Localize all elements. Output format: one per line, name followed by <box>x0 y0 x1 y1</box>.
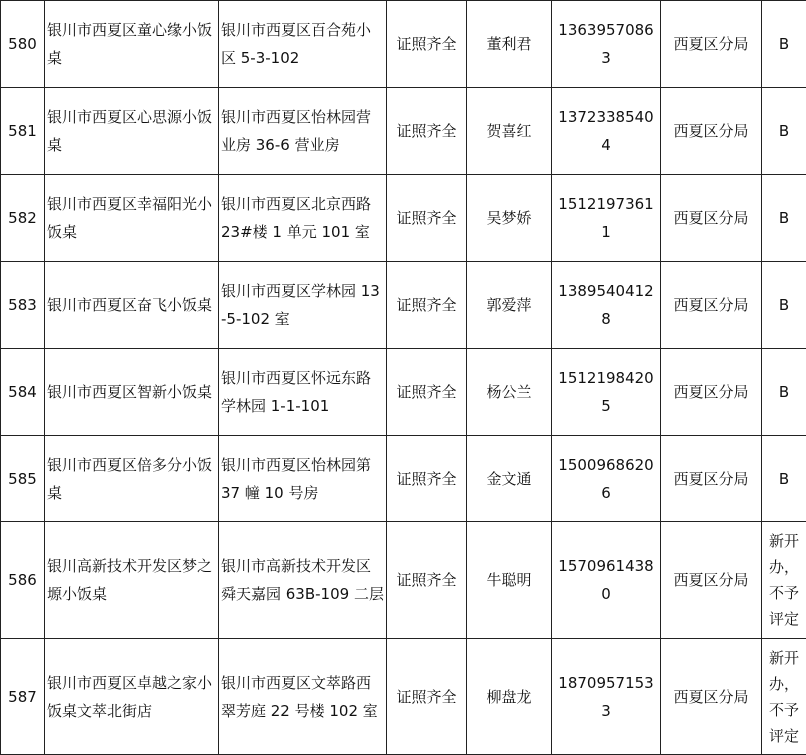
establishment-name: 银川市西夏区倍多分小饭桌 <box>45 436 219 522</box>
responsible-person: 柳盘龙 <box>467 639 552 755</box>
rating-grade: 新开办，不予评定 <box>762 639 806 755</box>
license-status: 证照齐全 <box>387 175 467 262</box>
supervising-bureau: 西夏区分局 <box>661 436 762 522</box>
license-status: 证照齐全 <box>387 88 467 175</box>
row-number: 582 <box>1 175 45 262</box>
supervising-bureau: 西夏区分局 <box>661 175 762 262</box>
establishment-address: 银川市西夏区北京西路 23#楼 1 单元 101 室 <box>219 175 387 262</box>
rating-grade: B <box>762 349 806 436</box>
supervising-bureau: 西夏区分局 <box>661 1 762 88</box>
establishment-address: 银川市高新技术开发区舜天嘉园 63B-109 二层 <box>219 522 387 639</box>
table-row <box>1 436 806 522</box>
responsible-person: 吴梦娇 <box>467 175 552 262</box>
responsible-person: 金文通 <box>467 436 552 522</box>
supervising-bureau: 西夏区分局 <box>661 639 762 755</box>
responsible-person: 郭爱萍 <box>467 262 552 349</box>
contact-phone: 15121973611 <box>552 175 661 262</box>
establishment-address: 银川市西夏区学林园 13-5-102 室 <box>219 262 387 349</box>
table-row <box>1 88 806 175</box>
contact-phone: 13723385404 <box>552 88 661 175</box>
rating-grade: B <box>762 175 806 262</box>
establishment-name: 银川市西夏区智新小饭桌 <box>45 349 219 436</box>
table-row <box>1 175 806 262</box>
row-number: 581 <box>1 88 45 175</box>
establishment-address: 银川市西夏区怡林园第 37 幢 10 号房 <box>219 436 387 522</box>
establishment-name: 银川市西夏区心思源小饭桌 <box>45 88 219 175</box>
responsible-person: 杨公兰 <box>467 349 552 436</box>
supervising-bureau: 西夏区分局 <box>661 349 762 436</box>
contact-phone: 13895404128 <box>552 262 661 349</box>
establishment-address: 银川市西夏区怀远东路学林园 1-1-101 <box>219 349 387 436</box>
contact-phone: 15709614380 <box>552 522 661 639</box>
row-number: 587 <box>1 639 45 755</box>
contact-phone: 15009686206 <box>552 436 661 522</box>
rating-grade: B <box>762 262 806 349</box>
responsible-person: 董利君 <box>467 1 552 88</box>
establishment-name: 银川高新技术开发区梦之塬小饭桌 <box>45 522 219 639</box>
table-row <box>1 1 806 88</box>
contact-phone: 13639570863 <box>552 1 661 88</box>
establishment-address: 银川市西夏区怡林园营业房 36-6 营业房 <box>219 88 387 175</box>
row-number: 583 <box>1 262 45 349</box>
table-row <box>1 262 806 349</box>
row-number: 586 <box>1 522 45 639</box>
license-status: 证照齐全 <box>387 262 467 349</box>
row-number: 580 <box>1 1 45 88</box>
contact-phone: 15121984205 <box>552 349 661 436</box>
responsible-person: 贺喜红 <box>467 88 552 175</box>
establishment-name: 银川市西夏区卓越之家小饭桌文萃北街店 <box>45 639 219 755</box>
establishment-name: 银川市西夏区童心缘小饭桌 <box>45 1 219 88</box>
establishment-address: 银川市西夏区文萃路西翠芳庭 22 号楼 102 室 <box>219 639 387 755</box>
contact-phone: 18709571533 <box>552 639 661 755</box>
row-number: 585 <box>1 436 45 522</box>
establishment-address: 银川市西夏区百合苑小区 5-3-102 <box>219 1 387 88</box>
rating-grade: B <box>762 88 806 175</box>
row-number: 584 <box>1 349 45 436</box>
rating-grade: 新开办，不予评定 <box>762 522 806 639</box>
rating-grade: B <box>762 436 806 522</box>
supervising-bureau: 西夏区分局 <box>661 88 762 175</box>
table-row <box>1 349 806 436</box>
responsible-person: 牛聪明 <box>467 522 552 639</box>
license-status: 证照齐全 <box>387 639 467 755</box>
establishment-name: 银川市西夏区奋飞小饭桌 <box>45 262 219 349</box>
license-status: 证照齐全 <box>387 1 467 88</box>
supervising-bureau: 西夏区分局 <box>661 522 762 639</box>
table-row <box>1 522 806 639</box>
table-row <box>1 639 806 755</box>
license-status: 证照齐全 <box>387 522 467 639</box>
supervising-bureau: 西夏区分局 <box>661 262 762 349</box>
establishment-name: 银川市西夏区幸福阳光小饭桌 <box>45 175 219 262</box>
license-status: 证照齐全 <box>387 349 467 436</box>
license-status: 证照齐全 <box>387 436 467 522</box>
rating-grade: B <box>762 1 806 88</box>
